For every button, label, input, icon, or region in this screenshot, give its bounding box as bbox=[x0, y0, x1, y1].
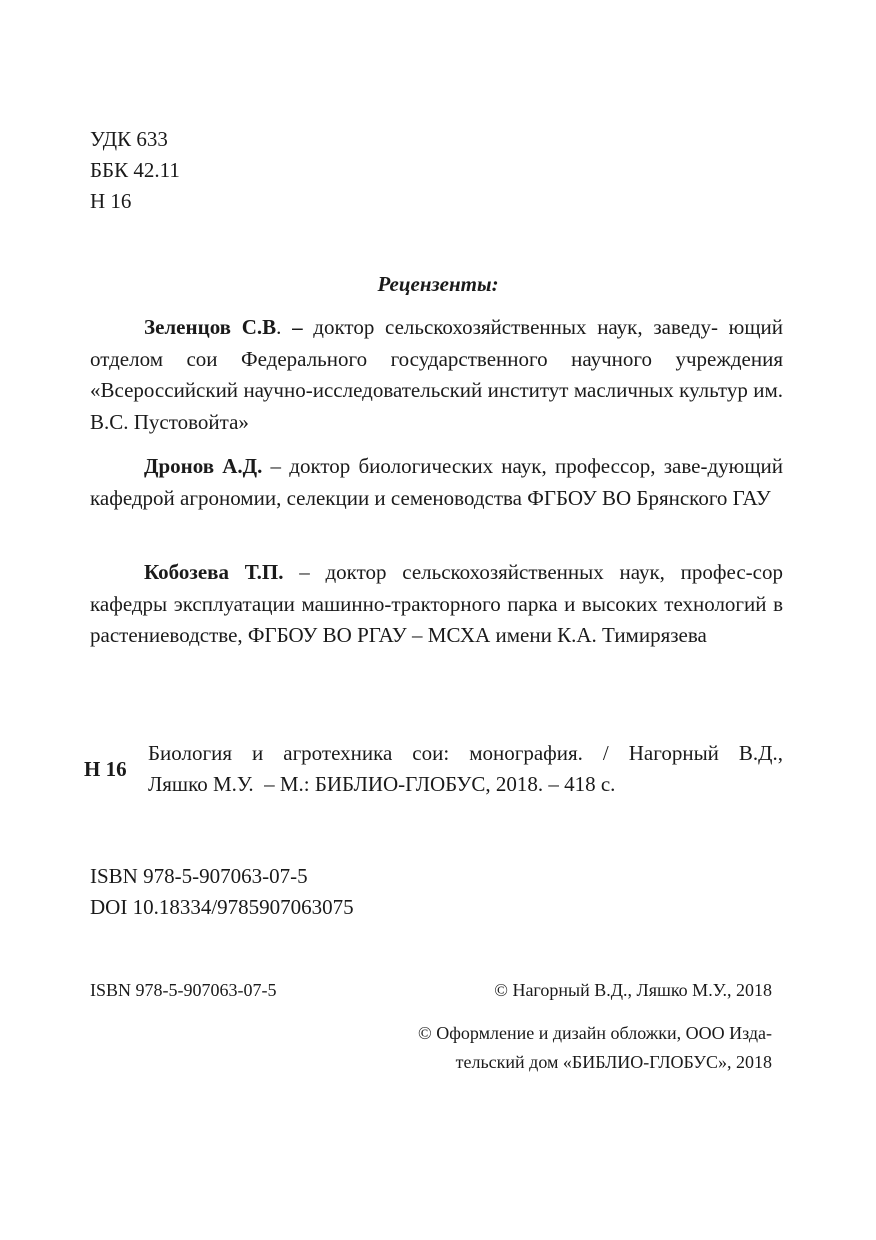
reviewer-2 bbox=[90, 451, 783, 514]
reviewer-3-text: – доктор сельскохозяйственных наук, профес-сор кафедры эксплуатации машинно-тракторного парка и высоких технологий в растениеводстве, ФГБОУ ВО РГАУ – МСХА имени К.А. Тимирязева bbox=[90, 560, 783, 647]
catalog-index: Н 16 bbox=[84, 757, 127, 781]
reviewer-1-dot: . bbox=[276, 315, 282, 339]
isbn: ISBN 978-5-907063-07-5 bbox=[90, 864, 308, 888]
classification-codes bbox=[90, 124, 180, 217]
author-sign: Н 16 bbox=[90, 189, 132, 213]
reviewer-1-name: Зеленцов С.В bbox=[144, 315, 277, 339]
copyright-design-line1: © Оформление и дизайн обложки, ООО Изда- bbox=[418, 1023, 772, 1043]
copyright-design-line2: тельский дом «БИБЛИО-ГЛОБУС», 2018 bbox=[455, 1052, 772, 1072]
catalog-line-1: Биология и агротехника сои: монография. / Нагорный В.Д., bbox=[148, 741, 783, 765]
reviewer-3-name: Кобозева Т.П. bbox=[144, 560, 284, 584]
reviewer-2-text: – доктор биологических наук, профессор, заве-дующий кафедрой агрономии, селекции и семеноводства ФГБОУ ВО Брянского ГАУ bbox=[90, 454, 783, 510]
copyright-authors: © Нагорный В.Д., Ляшко М.У., 2018 bbox=[494, 980, 772, 1000]
copyright-design bbox=[362, 1019, 772, 1077]
reviewer-1-dash: – bbox=[281, 315, 303, 339]
bbk-code: ББК 42.11 bbox=[90, 158, 180, 182]
udk-code: УДК 633 bbox=[90, 127, 168, 151]
reviewer-1-rest: ющий отделом сои Федерального государственного научного учреждения «Всероссийский научно-исследовательский институт масличных культур им. В.С. Пустовойта» bbox=[90, 315, 784, 434]
reviewer-2-name: Дронов А.Д. bbox=[144, 454, 263, 478]
reviewer-3 bbox=[90, 557, 783, 652]
catalog-entry bbox=[148, 738, 783, 800]
reviewers-heading: Рецензенты: bbox=[377, 272, 499, 296]
reviewer-1 bbox=[90, 312, 783, 438]
identifiers bbox=[90, 861, 354, 923]
reviewer-1-line1: доктор сельскохозяйственных наук, заведу- bbox=[302, 315, 718, 339]
footer-isbn: ISBN 978-5-907063-07-5 bbox=[90, 980, 277, 1000]
doi: DOI 10.18334/9785907063075 bbox=[90, 895, 354, 919]
catalog-line-2: Ляшко М.У. – М.: БИБЛИО-ГЛОБУС, 2018. – 418 с. bbox=[148, 772, 616, 796]
